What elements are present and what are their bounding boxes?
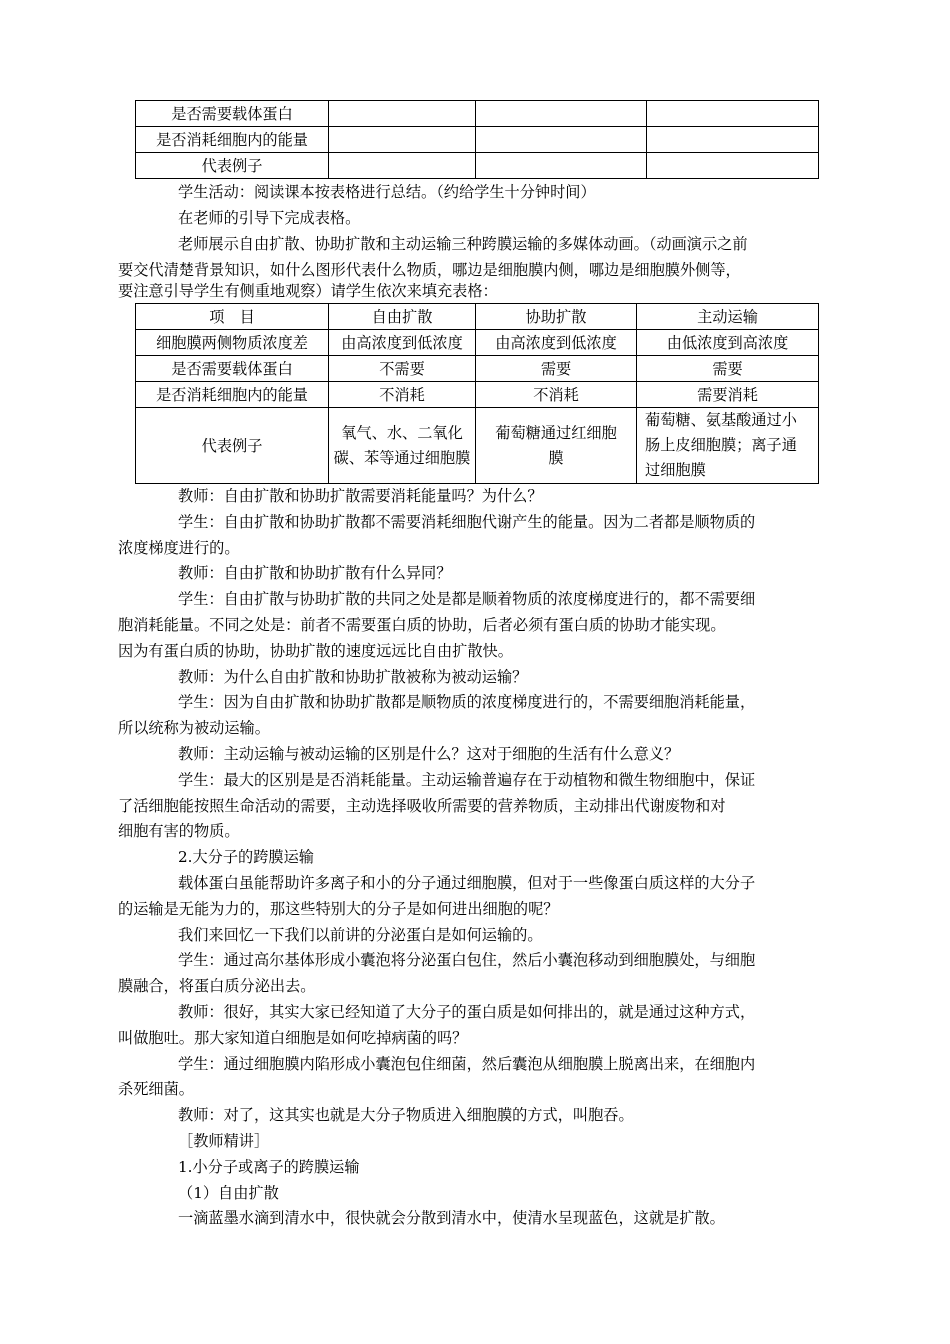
table-row: [136, 356, 819, 382]
table-cell: 细胞膜两侧物质浓度差: [136, 330, 329, 356]
table-cell: 不消耗: [476, 382, 637, 408]
table-cell: 是否需要载体蛋白: [136, 101, 329, 127]
table-cell: 葡萄糖通过红细胞膜: [476, 408, 637, 484]
paragraph-line: 教师：自由扩散和协助扩散需要消耗能量吗？为什么？: [178, 487, 543, 505]
paragraph-line: 因为有蛋白质的协助，协助扩散的速度远远比自由扩散快。: [118, 641, 513, 660]
paragraph-line: 2.大分子的跨膜运输: [178, 848, 314, 867]
table-header-cell: 协助扩散: [476, 304, 637, 330]
paragraph-line: 学生：通过高尔基体形成小囊泡将分泌蛋白包住，然后小囊泡移动到细胞膜处，与细胞: [178, 951, 756, 970]
paragraph-line: 我们来回忆一下我们以前讲的分泌蛋白是如何运输的。: [178, 925, 543, 944]
paragraph-line: 胞消耗能量。不同之处是：前者不需要蛋白质的协助，后者必须有蛋白质的协助才能实现。: [118, 616, 726, 634]
table-cell: 由低浓度到高浓度: [637, 330, 819, 356]
table-cell: 需要: [476, 356, 637, 382]
table-row: [136, 153, 819, 179]
paragraph-line: 膜融合，将蛋白质分泌出去。: [118, 977, 316, 996]
paragraph-line: 在老师的引导下完成表格。: [178, 209, 361, 227]
table-cell: 由高浓度到低浓度: [329, 330, 476, 356]
paragraph-line: 学生：自由扩散和协助扩散都不需要消耗细胞代谢产生的能量。因为二者都是顺物质的: [178, 512, 756, 531]
paragraph-line: 所以统称为被动运输。: [118, 719, 270, 738]
table-cell: 是否需要载体蛋白: [136, 356, 329, 382]
paragraph-line: 细胞有害的物质。: [118, 822, 240, 841]
comparison-table: [135, 303, 819, 484]
paragraph-line: 学生：自由扩散与协助扩散的共同之处是都是顺着物质的浓度梯度进行的，都不需要细: [178, 590, 756, 609]
paragraph-line: 教师：主动运输与被动运输的区别是什么？这对于细胞的生活有什么意义？: [178, 745, 680, 763]
paragraph-line: 的运输是无能为力的，那这些特别大的分子是如何进出细胞的呢？: [118, 899, 559, 918]
paragraph-line: 1.小分子或离子的跨膜运输: [178, 1157, 360, 1176]
paragraph-line: 浓度梯度进行的。: [118, 538, 240, 557]
paragraph-line: 载体蛋白虽能帮助许多离子和小的分子通过细胞膜，但对于一些像蛋白质这样的大分子: [178, 874, 756, 892]
table-cell: 代表例子: [136, 153, 329, 179]
table-row: [136, 101, 819, 127]
table-header-cell: 主动运输: [637, 304, 819, 330]
paragraph-line: （1）自由扩散: [178, 1183, 279, 1202]
paragraph-line: ［教师精讲］: [178, 1132, 270, 1150]
paragraph-line: 教师：很好，其实大家已经知道了大分子的蛋白质是如何排出的，就是通过这种方式，: [178, 1003, 756, 1021]
paragraph-line: 老师展示自由扩散、协助扩散和主动运输三种跨膜运输的多媒体动画。（动画演示之前: [178, 235, 748, 253]
paragraph-line: 学生：最大的区别是是否消耗能量。主动运输普遍存在于动植物和微生物细胞中，保证: [178, 770, 756, 789]
paragraph-line: 学生：通过细胞膜内陷形成小囊泡包住细菌，然后囊泡从细胞膜上脱离出来，在细胞内: [178, 1054, 756, 1073]
table-row: [136, 330, 819, 356]
paragraph-line: 一滴蓝墨水滴到清水中，很快就会分散到清水中，使清水呈现蓝色，这就是扩散。: [178, 1209, 725, 1228]
table-row: [136, 127, 819, 153]
paragraph-line: 教师：为什么自由扩散和协助扩散被称为被动运输？: [178, 667, 528, 686]
paragraph-line: 教师：对了，这其实也就是大分子物质进入细胞膜的方式，叫胞吞。: [178, 1106, 634, 1125]
table-cell: 氧气、水、二氧化碳、苯等通过细胞膜: [329, 408, 476, 484]
paragraph-line: 学生活动：阅读课本按表格进行总结。（约给学生十分钟时间）: [178, 183, 596, 201]
paragraph-line: 杀死细菌。: [118, 1080, 194, 1099]
table-header-cell: 自由扩散: [329, 304, 476, 330]
table-row: [136, 408, 819, 484]
table-cell: 是否消耗细胞内的能量: [136, 127, 329, 153]
paragraph-line: 教师：自由扩散和协助扩散有什么异同？: [178, 564, 452, 583]
table-cell: 需要: [637, 356, 819, 382]
table-top: [135, 100, 819, 179]
table-row: [136, 382, 819, 408]
table-cell: 需要消耗: [637, 382, 819, 408]
table-header-row: [136, 304, 819, 330]
paragraph-line: 要交代清楚背景知识，如什么图形代表什么物质，哪边是细胞膜内侧，哪边是细胞膜外侧等，: [118, 261, 741, 279]
table-cell: 代表例子: [136, 408, 329, 484]
paragraph-line: 叫做胞吐。那大家知道白细胞是如何吃掉病菌的吗？: [118, 1028, 468, 1047]
table-cell: 是否消耗细胞内的能量: [136, 382, 329, 408]
table-cell: 不需要: [329, 356, 476, 382]
paragraph-line: 要注意引导学生有侧重地观察）请学生依次来填充表格：: [118, 282, 498, 300]
table-cell: 由高浓度到低浓度: [476, 330, 637, 356]
paragraph-line: 了活细胞能按照生命活动的需要，主动选择吸收所需要的营养物质，主动排出代谢废物和对: [118, 796, 726, 815]
paragraph-line: 学生：因为自由扩散和协助扩散都是顺物质的浓度梯度进行的，不需要细胞消耗能量，: [178, 693, 756, 712]
table-cell: 不消耗: [329, 382, 476, 408]
table-header-cell: 项 目: [136, 304, 329, 330]
table-cell: 葡萄糖、氨基酸通过小肠上皮细胞膜；离子通过细胞膜: [637, 408, 819, 484]
